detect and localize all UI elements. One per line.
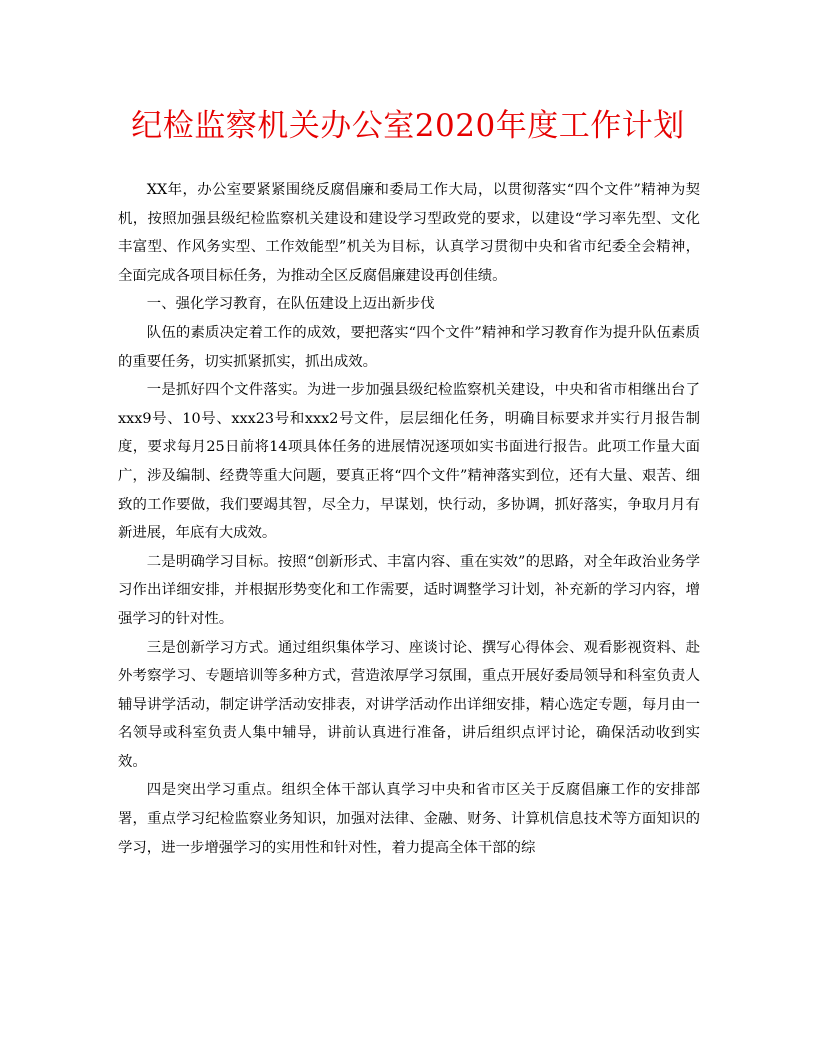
section-heading-1: 一、强化学习教育，在队伍建设上迈出新步伐 <box>146 296 435 313</box>
paragraph-point-1: 一是抓好四个文件落实。为进一步加强县级纪检监察机关建设，中央和省市相继出台了xxx9号、10号、xxx23号和xxx2号文件，层层细化任务，明确目标要求并实行月报告制度，要求每月25日前将14项具体任务的进展情况逐项如实书面进行报告。此项工作量大面广，涉及编制、经费等重大问题，要真正将“四个文件”精神落实到位，还有大量、艰苦、细致的工作要做，我们要竭其智，尽全力，早谋划，快行动，多协调，抓好落实，争取月月有新进展，年底有大成效。 <box>118 382 700 542</box>
paragraph-point-2: 二是明确学习目标。按照“创新形式、丰富内容、重在实效”的思路，对全年政治业务学习作出详细安排，并根据形势变化和工作需要，适时调整学习计划，补充新的学习内容，增强学习的针对性。 <box>118 553 700 627</box>
paragraph-intro: XX年，办公室要紧紧围绕反腐倡廉和委局工作大局，以贯彻落实“四个文件”精神为契机，按照加强县级纪检监察机关建设和建设学习型政党的要求，以建设“学习率先型、文化丰富型、作风务实型、工作效能型”机关为目标，认真学习贯彻中央和省市纪委全会精神，全面完成各项目标任务，为推动全区反腐倡廉建设再创佳绩。 <box>118 182 700 284</box>
document-title: 纪检监察机关办公室2020年度工作计划 <box>131 108 685 144</box>
paragraph-team-quality: 队伍的素质决定着工作的成效，要把落实“四个文件”精神和学习教育作为提升队伍素质的重要任务，切实抓紧抓实，抓出成效。 <box>118 324 700 370</box>
document-body <box>118 176 700 862</box>
paragraph-point-4: 四是突出学习重点。组织全体干部认真学习中央和省市区关于反腐倡廉工作的安排部署，重点学习纪检监察业务知识，加强对法律、金融、财务、计算机信息技术等方面知识的学习，进一步增强学习的实用性和针对性，着力提高全体干部的综 <box>118 782 700 856</box>
paragraph-point-3: 三是创新学习方式。通过组织集体学习、座谈讨论、撰写心得体会、观看影视资料、赴外考察学习、专题培训等多种方式，营造浓厚学习氛围，重点开展好委局领导和科室负责人辅导讲学活动，制定讲学活动安排表，对讲学活动作出详细安排，精心选定专题，每月由一名领导或科室负责人集中辅导，讲前认真进行准备，讲后组织点评讨论，确保活动收到实效。 <box>118 639 700 770</box>
